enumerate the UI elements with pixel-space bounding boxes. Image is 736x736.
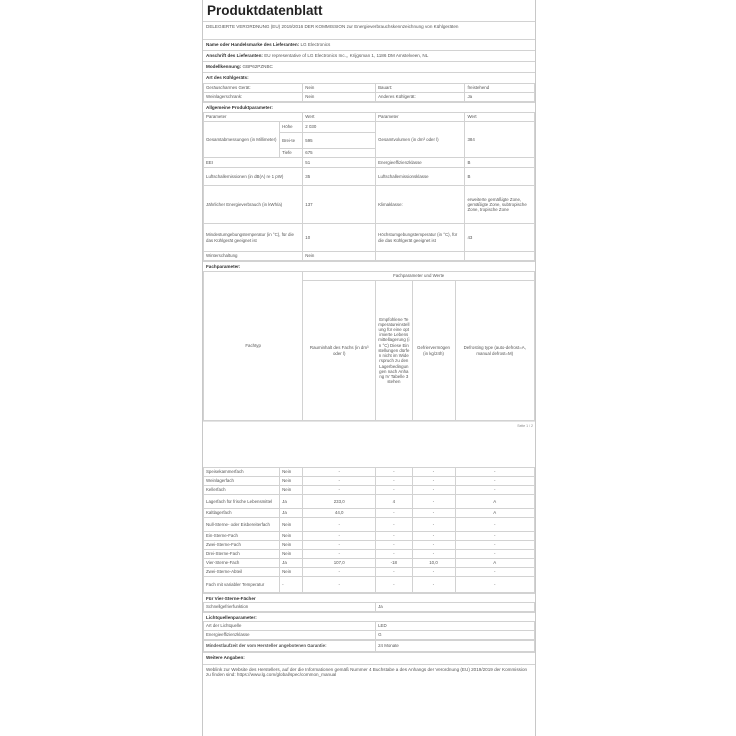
warranty-row [204, 641, 535, 652]
model-row [203, 61, 535, 72]
four-star-heading: Für Vier-Sterne-Fächer [203, 593, 535, 602]
compartment-present: - [280, 577, 303, 593]
compartment-value: - [376, 532, 412, 541]
light-table [203, 621, 535, 640]
param-cell: EEI [204, 158, 303, 168]
compartment-name: Null-Sterne- oder Eisbereiterfach [204, 518, 280, 532]
value-cell: Nein [303, 252, 376, 261]
general-table [203, 112, 535, 261]
compartment-value: 44,0 [303, 509, 376, 518]
compartment-value: - [303, 550, 376, 559]
compartment-value: A [455, 559, 534, 568]
compartment-row [204, 509, 535, 518]
warranty-table [203, 640, 535, 652]
compartment-name: Lagerfach für frische Lebensmittel [204, 495, 280, 509]
param-cell: Winterschaltung [204, 252, 303, 261]
value-cell: 35 [303, 168, 376, 186]
compartment-name: Vier-Sterne-Fach [204, 559, 280, 568]
compartment-row [204, 486, 535, 495]
compartment-value: - [412, 495, 455, 509]
compartment-present: Nein [280, 518, 303, 532]
compartment-row [204, 477, 535, 486]
value-cell: 10 [303, 224, 376, 252]
compartment-section-heading: Fachparameter: [203, 261, 535, 271]
compartment-value: - [455, 486, 534, 495]
compartment-name: Kellerfach [204, 486, 280, 495]
compartment-value: 107,0 [303, 559, 376, 568]
compartment-present: Ja [280, 495, 303, 509]
compartment-row [204, 568, 535, 577]
compartment-present: Nein [280, 532, 303, 541]
header-cell: Parameter [204, 113, 303, 122]
supplier-value: LG Electronics [300, 41, 331, 47]
general-header-row [204, 113, 535, 122]
page-break [203, 421, 535, 467]
dim-value: 2 030 [303, 122, 376, 133]
dims-row [204, 122, 535, 133]
supplier-row [203, 39, 535, 50]
light-row [204, 631, 535, 640]
light-section-heading: Lichtquellenparameter: [203, 612, 535, 621]
model-value: GBP62PZNBC [242, 63, 273, 69]
comp-header-temp: Empfohlene Temperatureinstellung für eine optimierte Lebensmittellagerung (in °C) Diese Einstellungen dürfen nicht im Widerspruch zu den Lagerbedingungen nach Anhang IV Tabelle 3 stehen [376, 281, 412, 421]
compartment-present: Nein [280, 477, 303, 486]
dim-name: Tiefe [280, 149, 303, 158]
product-data-sheet [202, 0, 536, 736]
compartment-value: - [412, 568, 455, 577]
model-label: Modellkennung: [206, 63, 242, 69]
compartment-value: - [412, 532, 455, 541]
param-cell: Mindestumgebungstemperatur (in °C), für die das Kühlgerät geeignet ist [204, 224, 303, 252]
type-row [204, 84, 535, 93]
compartment-value: - [412, 477, 455, 486]
light-type-label: Art der Lichtquelle [204, 622, 376, 631]
dim-name: Höhe [280, 122, 303, 133]
compartment-present: Ja [280, 509, 303, 518]
compartment-header-table [203, 271, 535, 421]
compartment-value: A [455, 509, 534, 518]
compartment-value: - [303, 532, 376, 541]
general-row [204, 224, 535, 252]
param-cell: Luftschallemissionsklasse [376, 168, 465, 186]
compartment-value: 233,0 [303, 495, 376, 509]
sheet-title: Produktdatenblatt [207, 3, 323, 18]
compartment-row [204, 468, 535, 477]
value-cell: 137 [303, 186, 376, 224]
compartment-value: - [455, 550, 534, 559]
compartment-name: Weinlagerfach [204, 477, 280, 486]
light-row [204, 622, 535, 631]
header-cell: Parameter [376, 113, 465, 122]
compartment-value: - [412, 468, 455, 477]
dim-name: Brei-te [280, 133, 303, 149]
compartment-value: - [412, 518, 455, 532]
dims-label: Gesamtabmessungen (in Millimeter) [204, 122, 280, 158]
compartment-name: Zwei-Sterne-Abteil [204, 568, 280, 577]
comp-group-header: Fachparameter und Werte [303, 272, 535, 281]
type-row [204, 93, 535, 102]
compartment-present: Ja [280, 559, 303, 568]
param-cell: Energieeffizienzklasse [376, 158, 465, 168]
param-cell: Klimaklasse: [376, 186, 465, 224]
compartment-value: - [303, 518, 376, 532]
compartment-value: - [303, 541, 376, 550]
warranty-value: 24 Monate [376, 641, 535, 652]
page-number: Seite 1 / 2 [517, 424, 533, 428]
value-cell: 51 [303, 158, 376, 168]
compartment-value: - [376, 550, 412, 559]
compartment-value: 10,0 [412, 559, 455, 568]
compartment-value: 4 [376, 495, 412, 509]
general-section-heading: Allgemeine Produktparameter: [203, 102, 535, 112]
further-info-heading: Weitere Angaben: [203, 652, 535, 664]
compartment-value: - [455, 541, 534, 550]
compartment-name: Speisekammerfach [204, 468, 280, 477]
volume-label: Gesamtvolumen (in dm³ oder l) [376, 122, 465, 158]
comp-header-defrost: Defrosting type (auto-defrost=A, manual defrost=M) [455, 281, 534, 421]
quickfreeze-label: Schnellgefrierfunktion [204, 603, 376, 612]
compartment-value: - [303, 568, 376, 577]
compartment-value: - [455, 468, 534, 477]
compartment-value: - [376, 477, 412, 486]
general-row [204, 168, 535, 186]
supplier-label: Name oder Handelsmarke des Lieferanten: [206, 41, 300, 47]
header-cell: Wert [465, 113, 535, 122]
compartment-present: Nein [280, 568, 303, 577]
type-cell: Ja [465, 93, 535, 102]
dim-value: 595 [303, 133, 376, 149]
address-label: Anschrift des Lieferanten: [206, 52, 263, 58]
compartment-value: - [376, 568, 412, 577]
type-table [203, 83, 535, 102]
value-cell: B [465, 158, 535, 168]
address-value: EU representative of LG Electronics Inc.,, Krijgsman 1, 1186 DM Amstelveen, NL [264, 52, 429, 58]
comp-group-header-row [204, 272, 535, 281]
compartment-value: - [303, 477, 376, 486]
compartment-row [204, 532, 535, 541]
compartment-value: - [303, 486, 376, 495]
compartment-table [203, 467, 535, 593]
compartment-name: Kaltlagerfach [204, 509, 280, 518]
value-cell: B [465, 168, 535, 186]
compartment-value: -18 [376, 559, 412, 568]
compartment-value: - [455, 518, 534, 532]
param-cell: Jährlicher Energieverbrauch (in kWh/a) [204, 186, 303, 224]
light-class-label: Energieeffizienzklasse [204, 631, 376, 640]
address-row [203, 50, 535, 61]
general-row [204, 158, 535, 168]
compartment-value: - [455, 532, 534, 541]
compartment-row [204, 495, 535, 509]
compartment-row [204, 550, 535, 559]
type-cell: freistehend [465, 84, 535, 93]
compartment-name: Zwei-Sterne-Fach [204, 541, 280, 550]
value-cell [465, 252, 535, 261]
general-row [204, 252, 535, 261]
dim-value: 675 [303, 149, 376, 158]
compartment-value: - [412, 509, 455, 518]
warranty-label: Mindestlaufzeit der vom Hersteller angebotenen Garantie: [204, 641, 376, 652]
comp-header-type: Fachtyp [204, 272, 303, 421]
compartment-row [204, 577, 535, 593]
regulation-text: DELEGIERTE VERORDNUNG (EU) 2019/2016 DER KOMMISSION zur Energieverbrauchskennzeichnung von Kühlgeräten [203, 21, 535, 39]
compartment-present: Nein [280, 486, 303, 495]
compartment-value: - [376, 541, 412, 550]
compartment-value: - [376, 518, 412, 532]
type-cell: Nein [303, 84, 376, 93]
comp-header-volume: Rauminhalt des Fachs (in dm³ oder l) [303, 281, 376, 421]
type-section-heading: Art des Kühlgeräts: [203, 72, 535, 83]
compartment-row [204, 541, 535, 550]
compartment-present: Nein [280, 541, 303, 550]
compartment-name: Drei-Sterne-Fach [204, 550, 280, 559]
compartment-value: A [455, 495, 534, 509]
compartment-value: - [412, 541, 455, 550]
compartment-value: - [412, 486, 455, 495]
compartment-value: - [412, 577, 455, 593]
compartment-value: - [376, 577, 412, 593]
type-cell: Anderes Kühlgerät: [376, 93, 465, 102]
param-cell: Luftschallemissionen (in dB(A) re 1 pW) [204, 168, 303, 186]
compartment-value: - [455, 577, 534, 593]
compartment-row [204, 559, 535, 568]
light-class-value: G [376, 631, 535, 640]
comp-header-freeze: Gefriervermögen (in kg/24h) [412, 281, 455, 421]
type-cell: Bauart: [376, 84, 465, 93]
compartment-present: Nein [280, 468, 303, 477]
type-cell: Geräuscharmes Gerät: [204, 84, 303, 93]
compartment-value: - [303, 577, 376, 593]
header-cell: Wert [303, 113, 376, 122]
volume-value: 384 [465, 122, 535, 158]
quickfreeze-row [204, 603, 535, 612]
type-cell: Nein [303, 93, 376, 102]
compartment-value: - [303, 468, 376, 477]
quickfreeze-value: Ja [376, 603, 535, 612]
value-cell: 43 [465, 224, 535, 252]
param-cell [376, 252, 465, 261]
compartment-value: - [376, 509, 412, 518]
quickfreeze-table [203, 602, 535, 612]
compartment-value: - [376, 468, 412, 477]
param-cell: Höchstumgebungstemperatur (in °C), für die das Kühlgerät geeignet ist [376, 224, 465, 252]
further-info-text: Weblink zur Website des Herstellers, auf der die Informationen gemäß Nummer 4 Buchstabe a des Anhangs der Verordnung (EU) 2019/2019 der Kommission zu finden sind: https://www.lg.com/global/spec/common_manual [203, 664, 535, 688]
compartment-value: - [455, 477, 534, 486]
type-cell: Weinlagerschrank: [204, 93, 303, 102]
compartment-present: Nein [280, 550, 303, 559]
light-type-value: LED [376, 622, 535, 631]
compartment-row [204, 518, 535, 532]
compartment-value: - [412, 550, 455, 559]
compartment-name: Fach mit variabler Temperatur [204, 577, 280, 593]
compartment-value: - [455, 568, 534, 577]
compartment-name: Ein-Sterne-Fach [204, 532, 280, 541]
compartment-value: - [376, 486, 412, 495]
value-cell: erweiterte gemäßigte Zone, gemäßigte Zone, subtropische Zone, tropische Zone [465, 186, 535, 224]
general-row [204, 186, 535, 224]
